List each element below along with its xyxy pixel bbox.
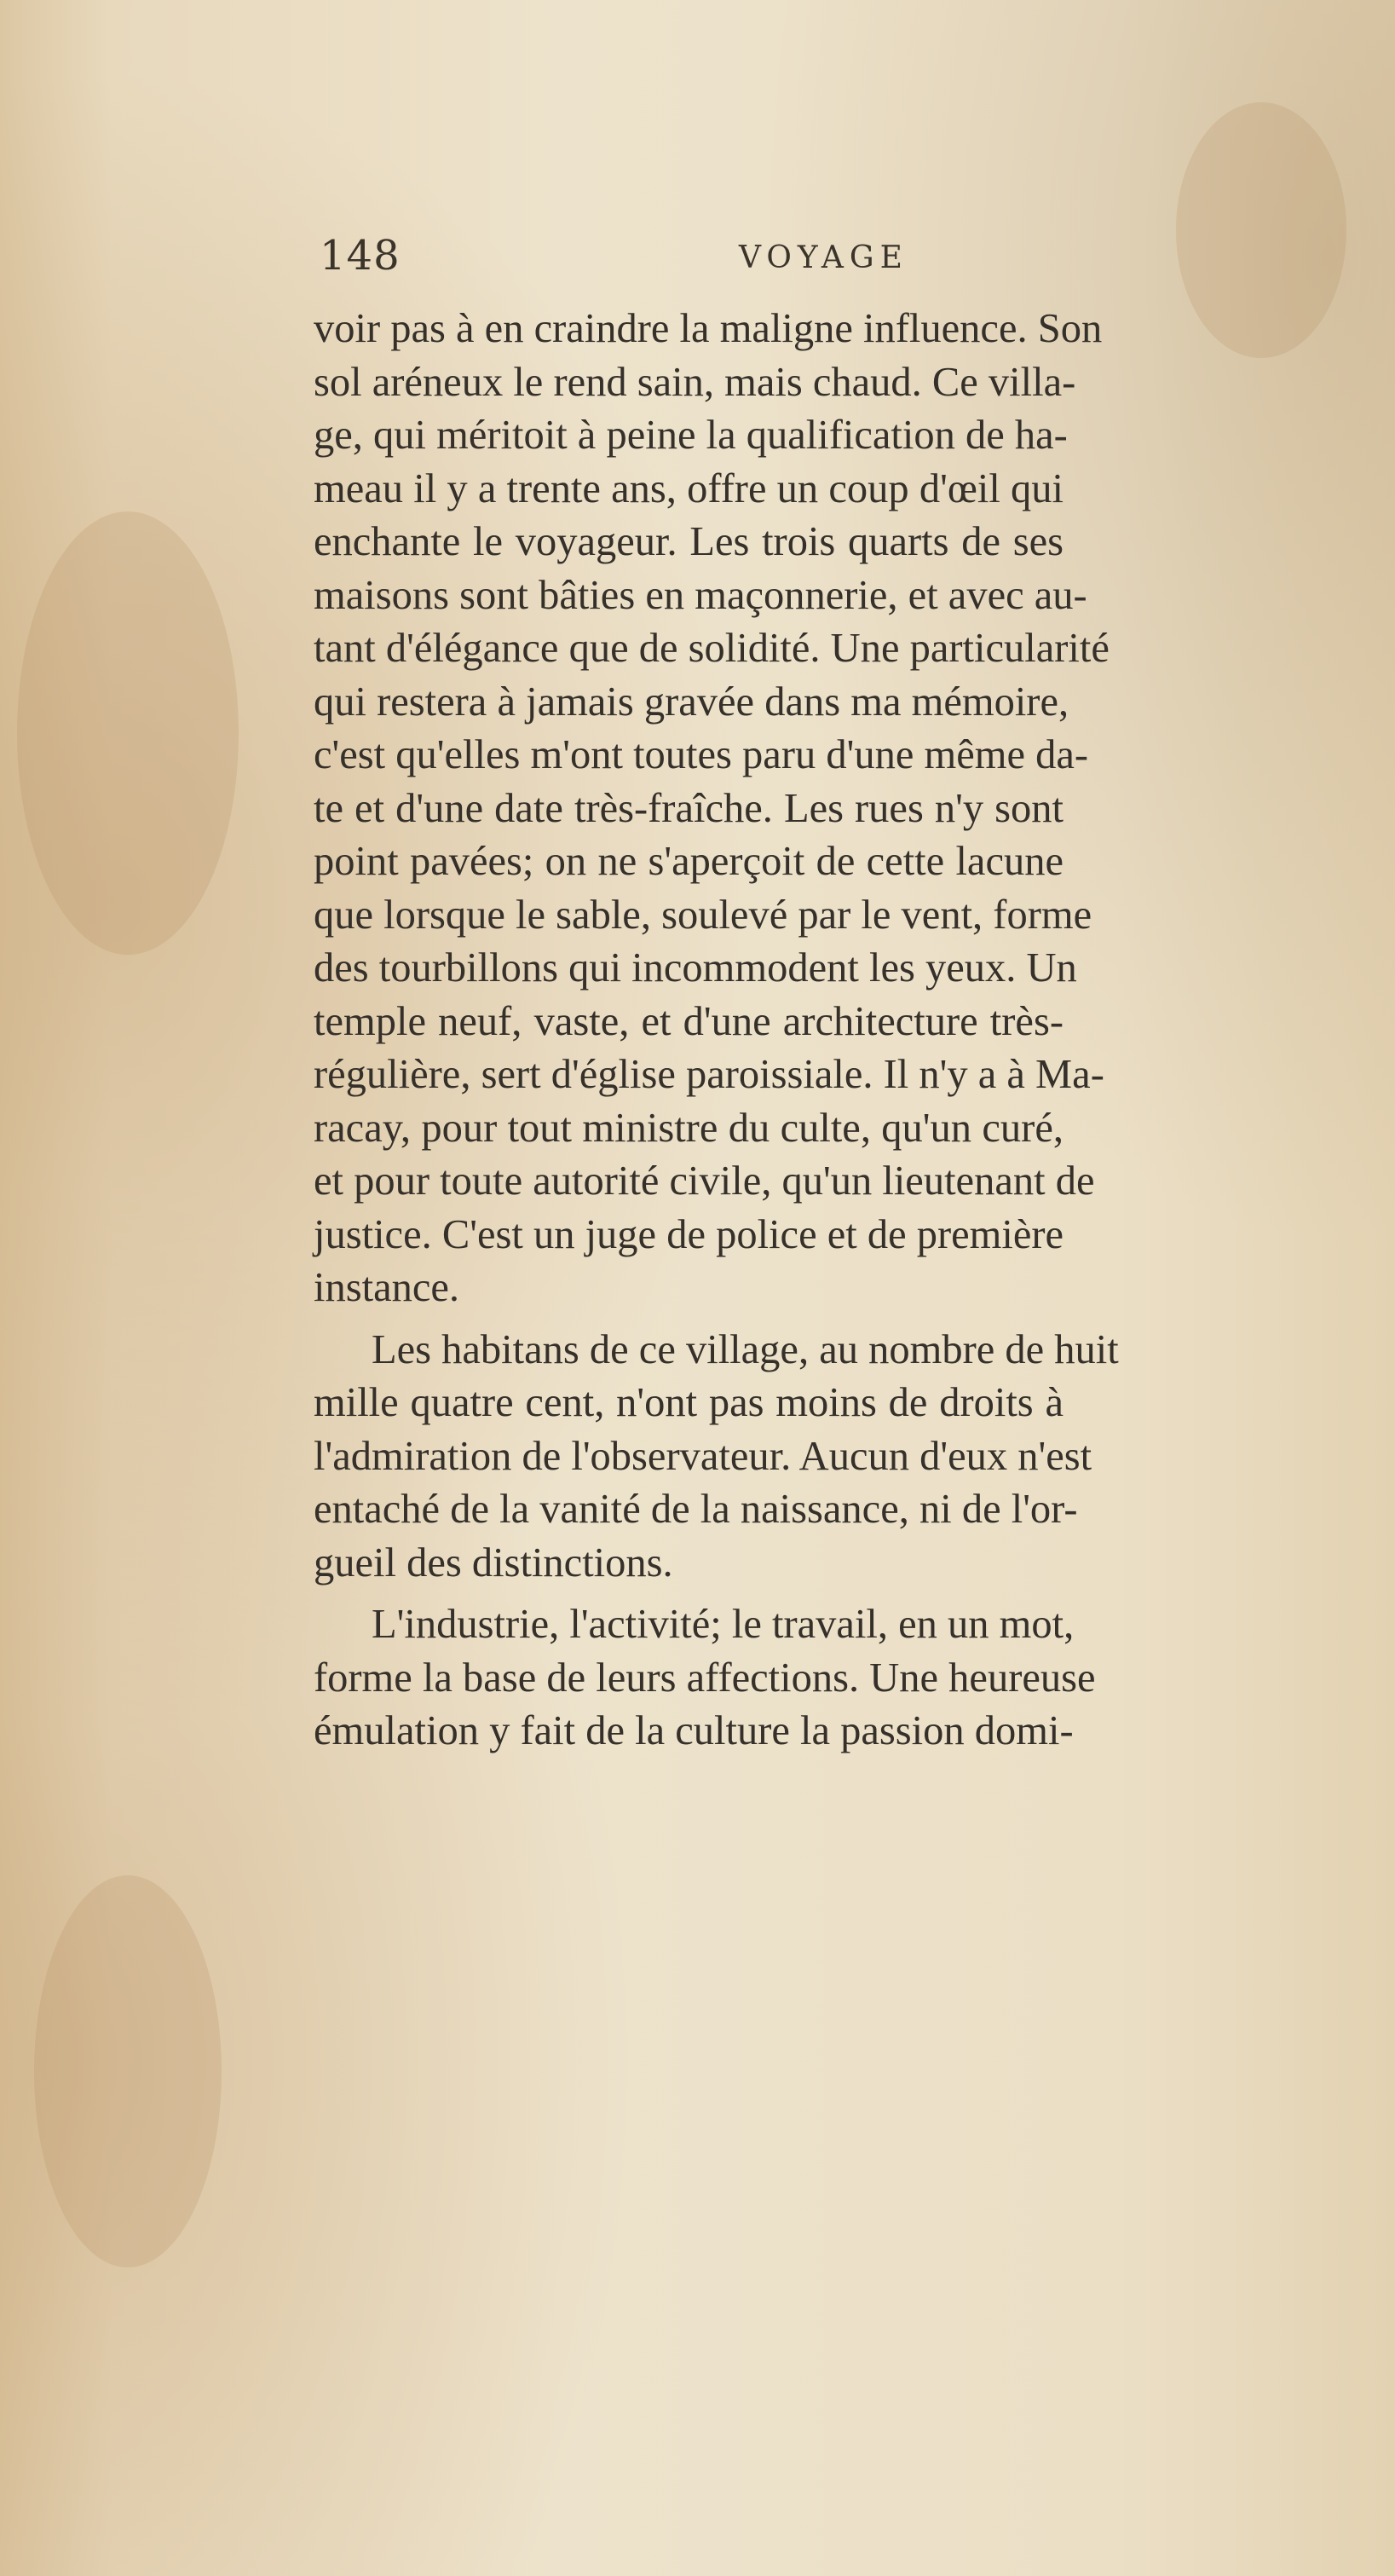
text-line: l'admiration de l'observateur. Aucun d'eux n'est bbox=[314, 1433, 1092, 1479]
text-line: tant d'élégance que de solidité. Une particularité bbox=[314, 626, 1110, 671]
text-line: émulation y fait de la culture la passion domi- bbox=[314, 1708, 1074, 1753]
paragraph bbox=[314, 1324, 1119, 1591]
text-line: sol aréneux le rend sain, mais chaud. Ce villa- bbox=[314, 359, 1076, 405]
text-line: enchante le voyageur. Les trois quarts de ses bbox=[314, 519, 1064, 564]
paragraph bbox=[314, 1598, 1096, 1759]
text-line: gueil des distinctions. bbox=[314, 1539, 673, 1585]
text-line: qui restera à jamais gravée dans ma mémoire, bbox=[314, 679, 1069, 725]
running-head-title: VOYAGE bbox=[739, 240, 908, 275]
paper-stain bbox=[1176, 102, 1346, 358]
text-line: maisons sont bâties en maçonnerie, et avec au- bbox=[314, 572, 1087, 618]
text-line: et pour toute autorité civile, qu'un lieutenant de bbox=[314, 1158, 1095, 1204]
paper-stain bbox=[34, 1875, 222, 2267]
text-line: L'industrie, l'activité; le travail, en un mot, bbox=[372, 1602, 1075, 1647]
text-line: Les habitans de ce village, au nombre de huit bbox=[372, 1326, 1119, 1372]
body-text bbox=[314, 303, 1119, 1759]
text-line: régulière, sert d'église paroissiale. Il n'y a à Ma- bbox=[314, 1052, 1104, 1097]
text-line: temple neuf, vaste, et d'une architecture très- bbox=[314, 998, 1064, 1044]
text-line: point pavées; on ne s'aperçoit de cette lacune bbox=[314, 839, 1064, 884]
text-line: voir pas à en craindre la maligne influence. Son bbox=[314, 306, 1103, 351]
text-line: forme la base de leurs affections. Une heureuse bbox=[314, 1655, 1096, 1701]
running-head bbox=[320, 232, 984, 283]
paragraph-gap bbox=[314, 1590, 1064, 1598]
paper-stain bbox=[17, 511, 239, 955]
text-line: te et d'une date très-fraîche. Les rues n'y sont bbox=[314, 785, 1064, 831]
text-line: ge, qui méritoit à peine la qualification de ha- bbox=[314, 413, 1068, 458]
text-line: mille quatre cent, n'ont pas moins de droits à bbox=[314, 1380, 1064, 1425]
text-line: que lorsque le sable, soulevé par le vent, forme bbox=[314, 892, 1092, 938]
page-number: 148 bbox=[320, 232, 401, 280]
text-line: instance. bbox=[314, 1265, 460, 1310]
text-line: entaché de la vanité de la naissance, ni de l'or- bbox=[314, 1487, 1078, 1532]
text-line: meau il y a trente ans, offre un coup d'œil qui bbox=[314, 465, 1064, 511]
paragraph bbox=[314, 303, 1110, 1315]
text-line: racay, pour tout ministre du culte, qu'un curé, bbox=[314, 1105, 1064, 1151]
text-line: justice. C'est un juge de police et de première bbox=[314, 1211, 1064, 1257]
text-line: des tourbillons qui incommodent les yeux. Un bbox=[314, 945, 1077, 991]
text-line: c'est qu'elles m'ont toutes paru d'une même da- bbox=[314, 732, 1089, 777]
paragraph-gap bbox=[314, 1315, 1064, 1324]
